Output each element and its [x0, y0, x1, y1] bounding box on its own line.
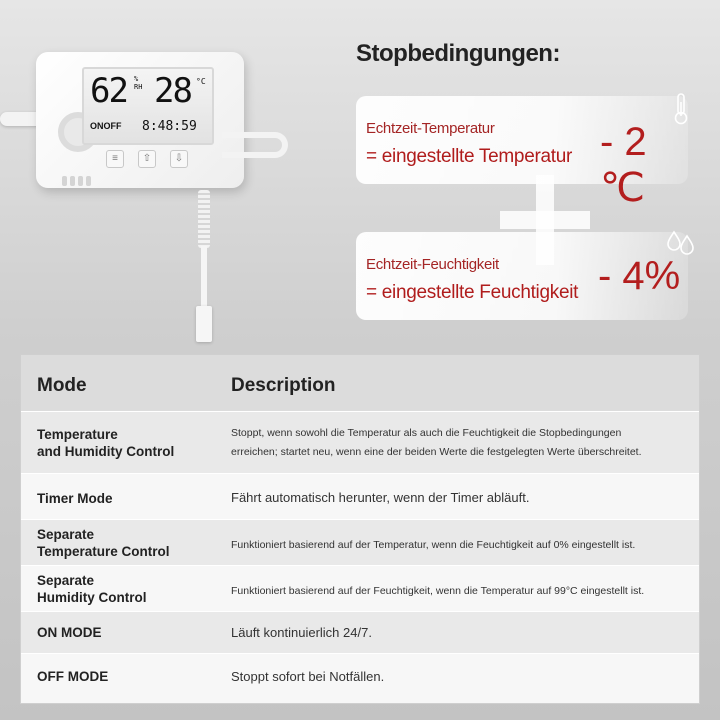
mode-cell: Separate Humidity Control	[37, 573, 147, 605]
arrow-down-icon: ⇩	[170, 150, 188, 168]
table-row	[21, 519, 699, 565]
arrow-up-icon: ⇧	[138, 150, 156, 168]
humidity-reading: 62	[90, 71, 127, 111]
description-cell: Stoppt sofort bei Notfällen.	[231, 669, 385, 684]
mode-cell: Timer Mode	[37, 491, 113, 506]
mode-indicator: ONOFF	[90, 121, 122, 131]
device-vents	[62, 176, 91, 186]
temperature-offset-value: - 2 ℃	[600, 120, 647, 210]
description-cell: Fährt automatisch herunter, wenn der Timer abläuft.	[231, 490, 530, 505]
description-cell: Läuft kontinuierlich 24/7.	[231, 625, 372, 640]
temperature-condition-line1: Echtzeit-Temperatur	[366, 120, 495, 137]
humidity-condition-line1: Echtzeit-Feuchtigkeit	[366, 256, 499, 273]
table-row	[21, 653, 699, 703]
description-cell: Stoppt, wenn sowohl die Temperatur als auch die Feuchtigkeit die Stopbedingungen erreichen; startet neu, wenn eine der beiden Werte die festgelegten Werte überschreitet.	[231, 427, 642, 458]
water-drops-icon	[664, 228, 698, 256]
thermometer-icon	[670, 92, 692, 126]
humidity-condition-line2: = eingestellte Feuchtigkeit	[366, 282, 579, 303]
humidity-unit: % RH	[134, 75, 143, 91]
mode-cell: Separate Temperature Control	[37, 527, 170, 559]
humidity-offset-value: - 4%	[598, 254, 681, 298]
mode-cell: Temperature and Humidity Control	[37, 427, 175, 459]
output-cable	[222, 132, 288, 158]
stop-conditions-heading: Stopbedingungen:	[356, 40, 560, 67]
temperature-condition-box	[356, 96, 688, 210]
temperature-unit: °C	[196, 77, 206, 86]
table-row	[21, 411, 699, 473]
mode-cell: ON MODE	[37, 625, 102, 640]
product-visual	[0, 0, 720, 350]
table-header	[21, 355, 699, 411]
menu-icon: ≡	[106, 150, 124, 168]
probe-wire	[201, 246, 207, 308]
sensor-probe	[196, 306, 212, 342]
description-cell: Funktioniert basierend auf der Temperatur, wenn die Feuchtigkeit auf 0% eingestellt ist.	[231, 539, 636, 551]
timer-reading: 8:48:59	[142, 119, 197, 134]
table-row	[21, 473, 699, 519]
device-buttons	[106, 150, 188, 168]
mode-table	[20, 354, 700, 704]
humidity-condition-box	[356, 232, 688, 320]
probe-cable	[198, 190, 210, 248]
mode-column-header: Mode	[37, 375, 87, 396]
table-row	[21, 565, 699, 611]
mode-cell: OFF MODE	[37, 669, 109, 684]
device-lcd-screen	[82, 67, 214, 145]
temperature-condition-line2: = eingestellte Temperatur	[366, 146, 573, 167]
description-column-header: Description	[231, 375, 336, 396]
table-row	[21, 611, 699, 653]
description-cell: Funktioniert basierend auf der Feuchtigkeit, wenn die Temperatur auf 99°C eingestellt ist.	[231, 585, 645, 597]
temperature-reading: 28	[154, 71, 191, 111]
